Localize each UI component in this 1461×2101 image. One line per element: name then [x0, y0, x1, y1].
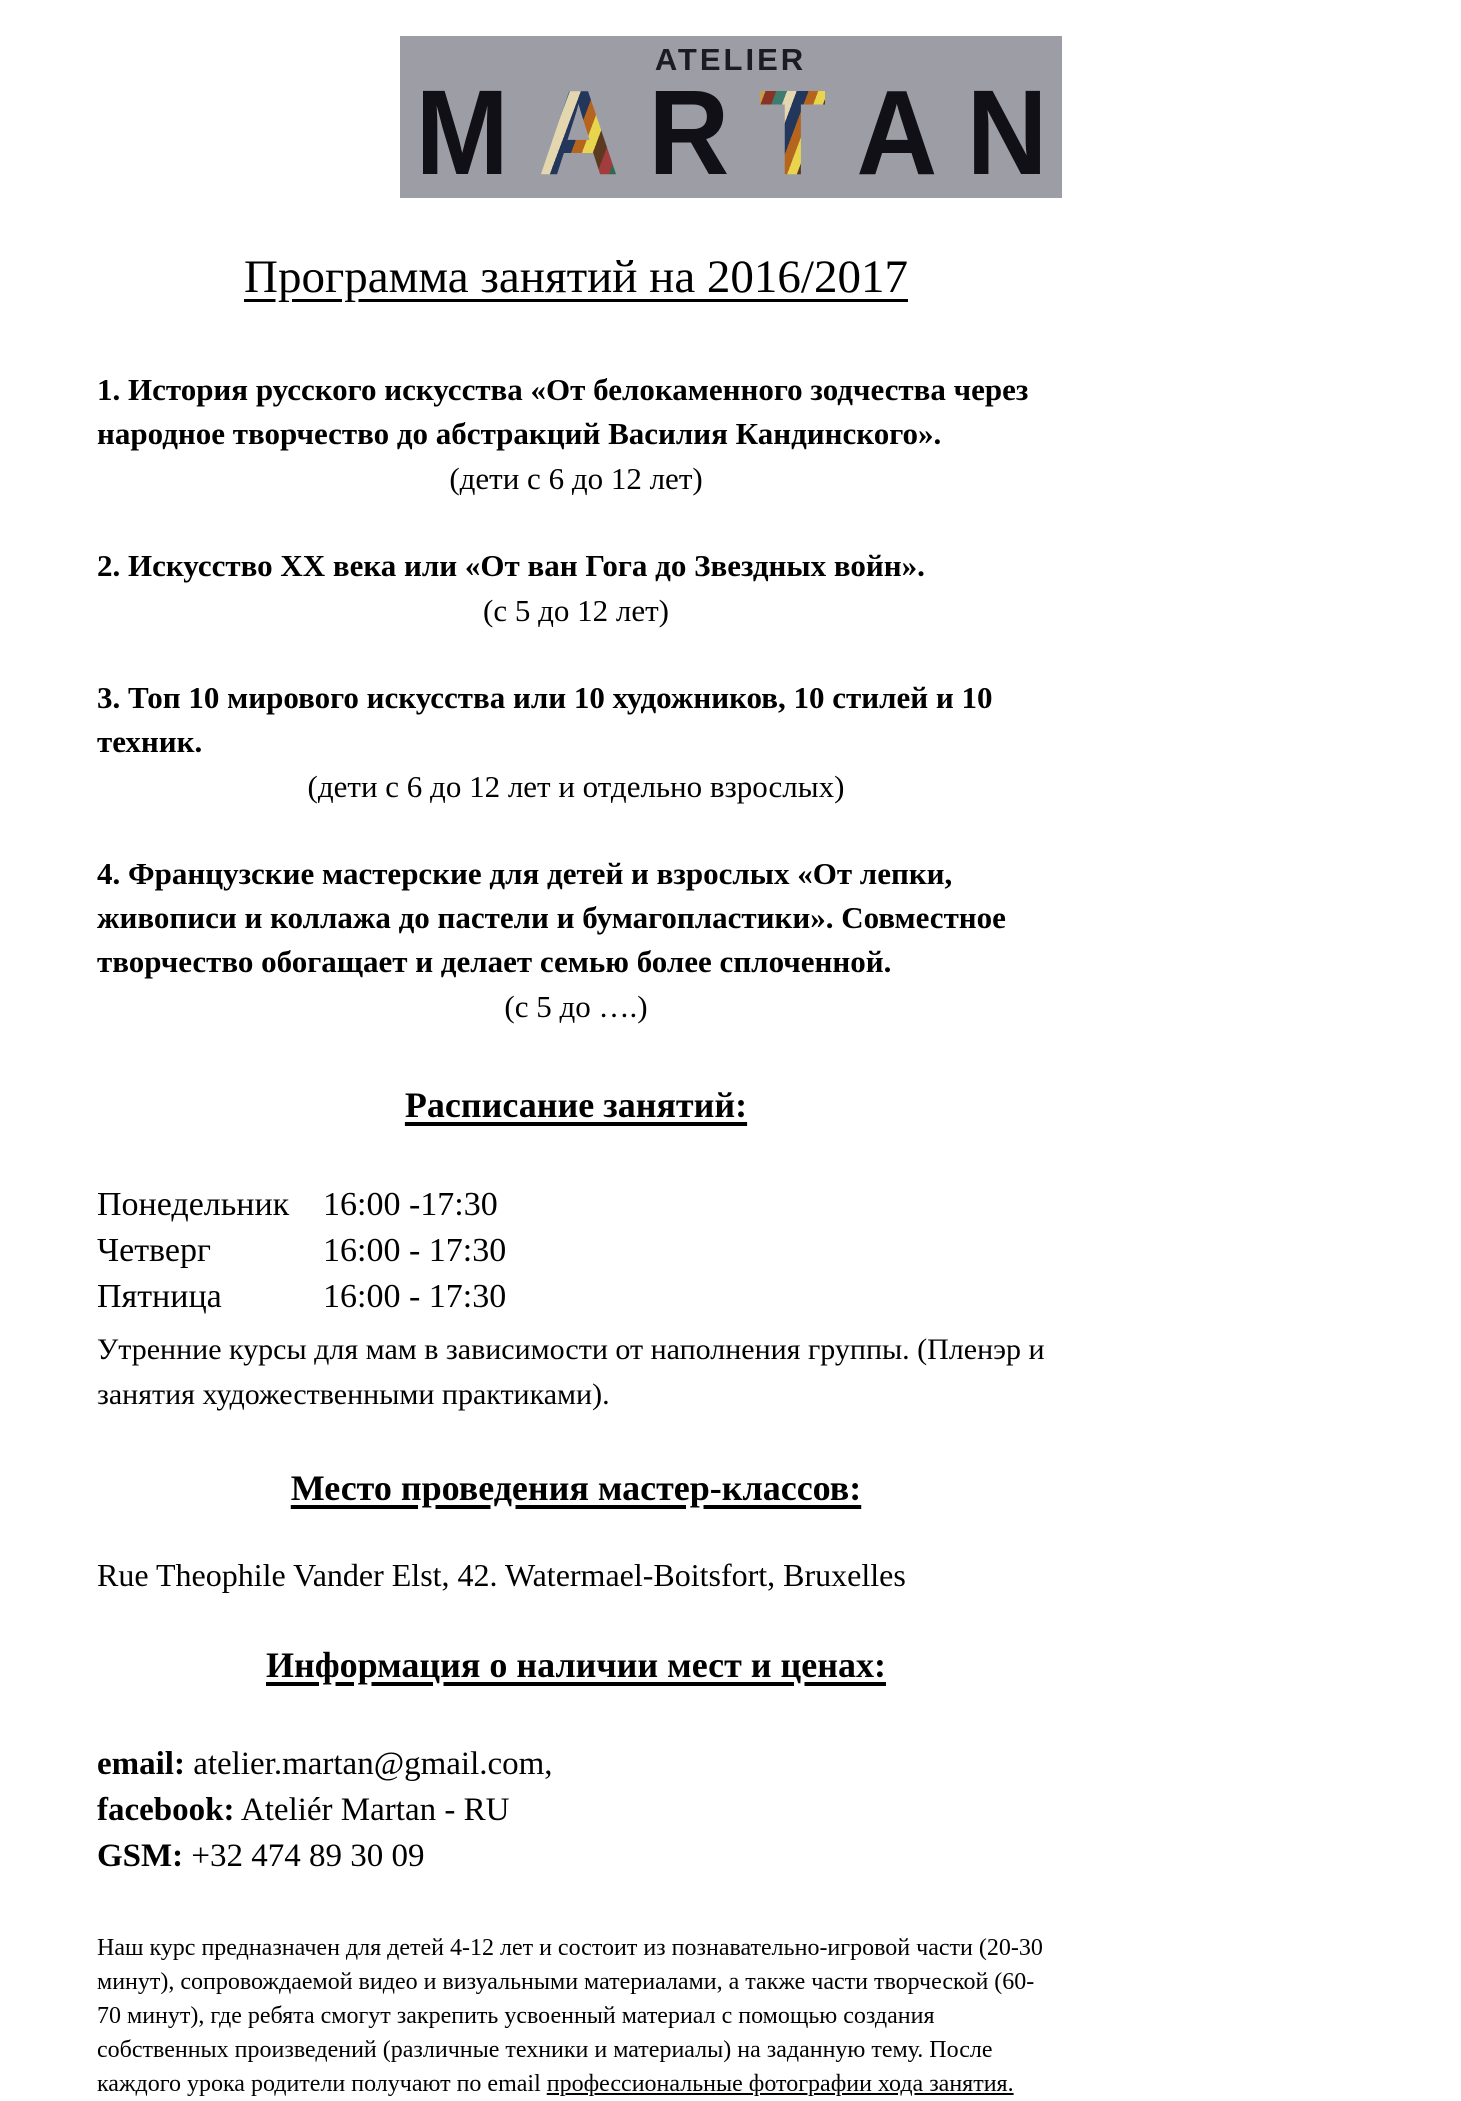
- contact-row: [97, 1833, 1055, 1879]
- schedule-row: [97, 1228, 1055, 1274]
- schedule-row: [97, 1274, 1055, 1320]
- schedule-row: [97, 1182, 1055, 1228]
- contact-list: [97, 1741, 1055, 1879]
- program-ages: (дети с 6 до 12 лет и отдельно взрослых): [307, 769, 845, 804]
- logo-letter-r: R: [648, 64, 728, 200]
- contact-row: [97, 1741, 1055, 1787]
- program-item: [97, 544, 1055, 633]
- flyer-content: [97, 250, 1055, 2101]
- page-title: Программа занятий на 2016/2017: [244, 251, 908, 303]
- contact-value: +32 474 89 30 09: [191, 1838, 425, 1874]
- flyer-page: [0, 36, 1461, 2097]
- contact-value: Ateliér Martan - RU: [240, 1792, 510, 1828]
- logo-martan-text: [415, 64, 1046, 200]
- logo-letter-a: A: [538, 64, 618, 200]
- logo-letter-t: T: [758, 64, 826, 200]
- schedule-time: 16:00 - 17:30: [323, 1232, 507, 1269]
- program-text: 3. Топ 10 мирового искусства или 10 художников, 10 стилей и 10 техник.: [97, 680, 993, 759]
- program-text: 4. Французские мастерские для детей и взрослых «От лепки, живописи и коллажа до пастели и бумагопластики». Совместное творчество обогащает и делает семью более сплоченной.: [97, 856, 1006, 979]
- program-text: 2. Искусство XX века или «От ван Гога до Звездных войн».: [97, 548, 925, 583]
- contact-label: email:: [97, 1746, 185, 1782]
- info-heading: Информация о наличии мест и ценах:: [266, 1645, 886, 1685]
- logo-letter-m: M: [415, 64, 507, 200]
- schedule-day: Четверг: [97, 1232, 211, 1269]
- footer-text: Наш курс предназначен для детей 4-12 лет и состоит из познавательно-игровой части (20-30 минут), сопровождаемой видео и визуальными материалами, а также части творческой (60-70 минут), где ребята смогут закрепить усвоенный материал с помощью создания собственных произведений (различные техники и материалы) на заданную тему. После каждого урока родители получают по email: [97, 1935, 1043, 2097]
- program-item: [97, 852, 1055, 1029]
- schedule-time: 16:00 - 17:30: [323, 1278, 507, 1315]
- schedule-note: Утренние курсы для мам в зависимости от наполнения группы. (Пленэр и занятия художественными практиками).: [97, 1333, 1045, 1411]
- contact-row: [97, 1787, 1055, 1833]
- logo-letter-n: N: [966, 64, 1046, 200]
- program-ages: (дети с 6 до 12 лет): [449, 461, 703, 496]
- address-text: Rue Theophile Vander Elst, 42. Watermael-Boitsfort, Bruxelles: [97, 1557, 906, 1593]
- logo-letter-a: A: [856, 64, 936, 200]
- logo-atelier-text: ATELIER: [654, 42, 807, 77]
- schedule-day: Понедельник: [97, 1186, 290, 1223]
- schedule-time: 16:00 -17:30: [323, 1186, 498, 1223]
- location-heading: Место проведения мастер-классов:: [290, 1468, 862, 1508]
- footer-underlined-text: профессиональные фотографии хода занятия.: [546, 2071, 1014, 2097]
- atelier-martan-logo: [400, 36, 1062, 198]
- contact-value: atelier.martan@gmail.com,: [193, 1746, 553, 1782]
- contact-label: facebook:: [97, 1792, 235, 1828]
- program-ages: (с 5 до 12 лет): [483, 593, 669, 628]
- footer-note: [97, 1931, 1057, 2101]
- program-text: 1. История русского искусства «От белокаменного зодчества через народное творчество до абстракций Василия Кандинского».: [97, 372, 1029, 451]
- schedule-table: [97, 1182, 1055, 1320]
- program-ages: (с 5 до ….): [504, 989, 648, 1024]
- program-item: [97, 368, 1055, 501]
- contact-label: GSM:: [97, 1838, 184, 1874]
- program-list: [97, 368, 1055, 1029]
- schedule-day: Пятница: [97, 1278, 222, 1315]
- schedule-heading: Расписание занятий:: [404, 1085, 748, 1125]
- program-item: [97, 676, 1055, 809]
